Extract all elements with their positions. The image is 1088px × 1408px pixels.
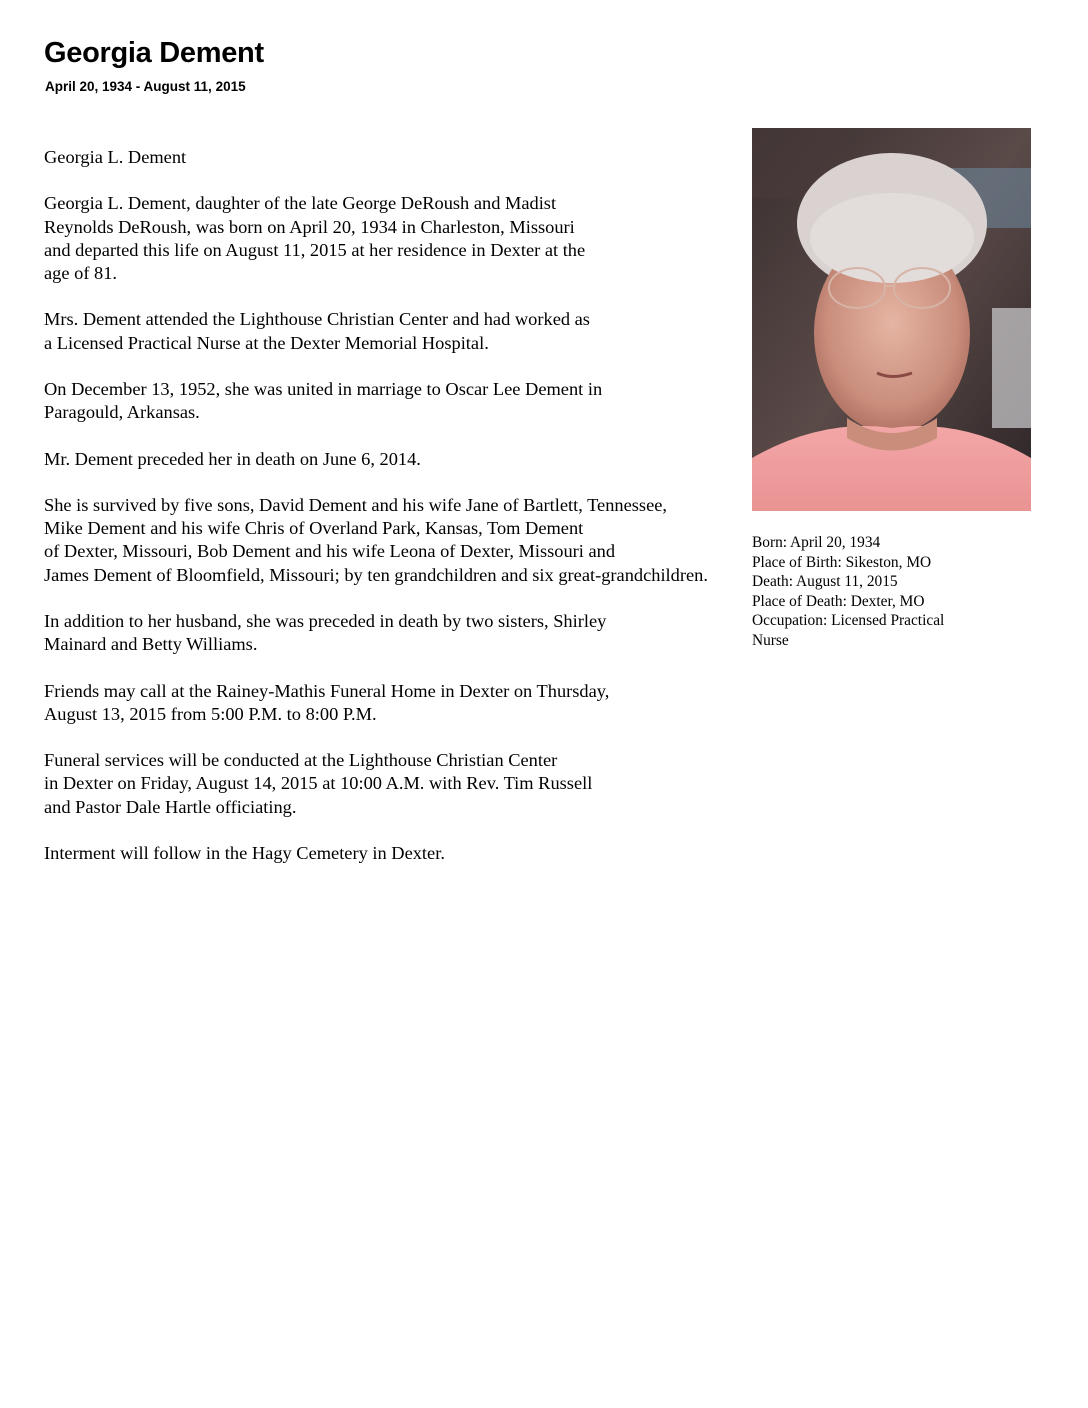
text-line: Interment will follow in the Hagy Cemetery in Dexter.: [44, 842, 445, 863]
obituary-name: Georgia Dement: [44, 37, 264, 69]
text-line: Georgia L. Dement, daughter of the late George DeRoush and Madist: [44, 193, 557, 214]
text-line: in Dexter on Friday, August 14, 2015 at 10:00 A.M. with Rev. Tim Russell: [44, 773, 593, 794]
obituary-paragraph: [44, 680, 844, 726]
text-line: Mrs. Dement attended the Lighthouse Christian Center and had worked as: [44, 309, 590, 330]
obituary-paragraph: [44, 146, 844, 169]
portrait-photo: [752, 128, 1031, 511]
text-line: Mike Dement and his wife Chris of Overland Park, Kansas, Tom Dement: [44, 518, 584, 539]
text-line: and departed this life on August 11, 2015 at her residence in Dexter at the: [44, 239, 586, 260]
text-line: Georgia L. Dement: [44, 147, 187, 167]
text-line: August 13, 2015 from 5:00 P.M. to 8:00 P.M.: [44, 703, 377, 724]
text-line: a Licensed Practical Nurse at the Dexter Memorial Hospital.: [44, 332, 489, 353]
text-line: Friends may call at the Rainey-Mathis Funeral Home in Dexter on Thursday,: [44, 680, 610, 701]
obituary-text: [44, 146, 844, 888]
text-line: of Dexter, Missouri, Bob Dement and his wife Leona of Dexter, Missouri and: [44, 541, 616, 562]
obituary-paragraph: [44, 378, 844, 424]
text-line: She is survived by five sons, David Dement and his wife Jane of Bartlett, Tennessee,: [44, 494, 668, 515]
obituary-paragraph: [44, 842, 844, 865]
obituary-paragraph: [44, 192, 844, 285]
life-dates: April 20, 1934 - August 11, 2015: [45, 79, 246, 94]
obituary-paragraph: [44, 494, 844, 587]
text-line: Paragould, Arkansas.: [44, 402, 200, 423]
fact-line: Nurse: [752, 631, 789, 649]
fact-line: Born: April 20, 1934: [752, 534, 881, 551]
text-line: Reynolds DeRoush, was born on April 20, 1934 in Charleston, Missouri: [44, 216, 575, 237]
text-line: age of 81.: [44, 263, 118, 283]
obituary-paragraph: [44, 308, 844, 354]
text-line: James Dement of Bloomfield, Missouri; by ten grandchildren and six great-grandchildren.: [44, 564, 708, 585]
obituary-paragraph: [44, 610, 844, 656]
fact-line: Occupation: Licensed Practical: [752, 612, 945, 630]
fact-line: Death: August 11, 2015: [752, 573, 898, 591]
obituary-paragraph: [44, 749, 844, 819]
text-line: In addition to her husband, she was preceded in death by two sisters, Shirley: [44, 610, 607, 631]
fact-line: Place of Death: Dexter, MO: [752, 592, 925, 610]
obituary-paragraph: [44, 448, 844, 471]
text-line: Mr. Dement preceded her in death on June 6, 2014.: [44, 448, 421, 469]
text-line: Funeral services will be conducted at the Lighthouse Christian Center: [44, 750, 558, 771]
fact-line: Place of Birth: Sikeston, MO: [752, 553, 932, 571]
vital-facts: [752, 533, 1052, 651]
text-line: and Pastor Dale Hartle officiating.: [44, 796, 297, 817]
text-line: Mainard and Betty Williams.: [44, 634, 258, 655]
text-line: On December 13, 1952, she was united in marriage to Oscar Lee Dement in: [44, 378, 603, 399]
